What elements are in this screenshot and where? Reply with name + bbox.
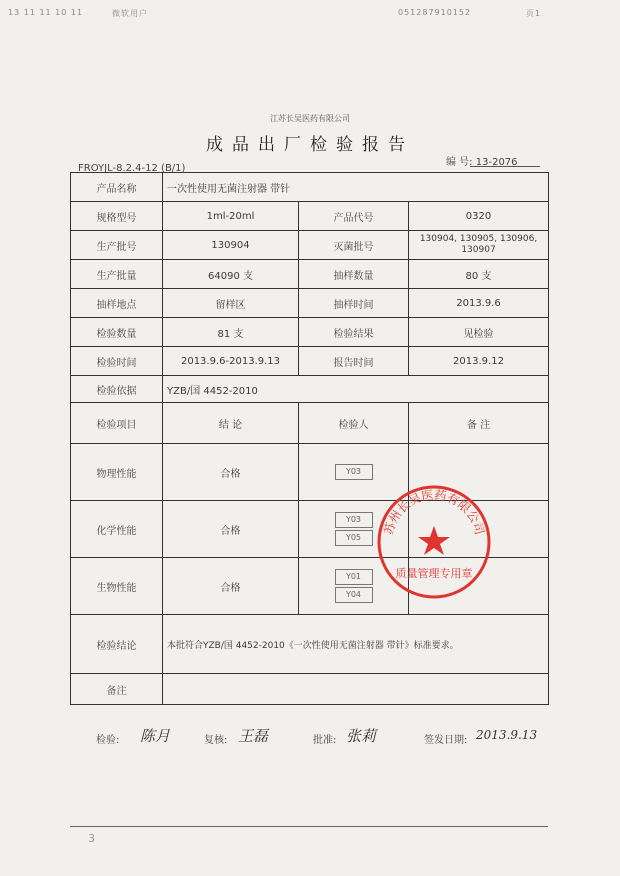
batch-value: 130904 xyxy=(163,231,299,260)
table-row xyxy=(71,403,549,444)
result-biological: 合格 xyxy=(163,558,299,615)
table-row xyxy=(71,347,549,376)
spec-value: 1ml-20ml xyxy=(163,202,299,231)
approve-label: 批准: xyxy=(313,735,337,746)
issue-date-value: 2013.9.13 xyxy=(476,728,538,742)
report-title: 成品出厂检验报告 xyxy=(206,135,414,155)
table-row xyxy=(71,173,549,202)
inspector-stamp: Y04 xyxy=(335,587,373,603)
sterilization-batch-value: 130904, 130905, 130906, 130907 xyxy=(409,231,549,260)
note-label: 备注 xyxy=(71,674,163,705)
item-chemical: 化学性能 xyxy=(71,501,163,558)
standard-value: YZB/国 4452-2010 xyxy=(163,376,549,403)
table-row xyxy=(71,376,549,403)
inspect-qty-label: 检验数量 xyxy=(71,318,163,347)
inspect-result-value: 见检验 xyxy=(409,318,549,347)
item-physical: 物理性能 xyxy=(71,444,163,501)
approve-signature: 张莉 xyxy=(346,727,377,745)
conclusion-header: 结 论 xyxy=(163,403,299,444)
table-row xyxy=(71,674,549,705)
batch-size-value: 64090 支 xyxy=(163,260,299,289)
table-row xyxy=(71,318,549,347)
standard-label: 检验依据 xyxy=(71,376,163,403)
result-chemical: 合格 xyxy=(163,501,299,558)
spec-label: 规格型号 xyxy=(71,202,163,231)
conclusion-label: 检验结论 xyxy=(71,615,163,674)
inspect-time-label: 检验时间 xyxy=(71,347,163,376)
remark-header: 备 注 xyxy=(409,403,549,444)
report-time-value: 2013.9.12 xyxy=(409,347,549,376)
table-row xyxy=(71,615,549,674)
inspector-stamp: Y01 xyxy=(335,569,373,585)
inspector-header: 检验人 xyxy=(299,403,409,444)
item-biological: 生物性能 xyxy=(71,558,163,615)
product-name-value: 一次性使用无菌注射器 带针 xyxy=(163,173,549,202)
inspector-stamp: Y03 xyxy=(335,512,373,528)
inspect-label: 检验: xyxy=(96,735,120,746)
serial-value: 13-2076 xyxy=(475,157,518,168)
serial-underline xyxy=(470,166,540,167)
note-value xyxy=(163,674,549,705)
quality-seal xyxy=(376,484,492,600)
document-number: FROYJL-8.2.4-12 (B/1) xyxy=(78,163,186,174)
table-row xyxy=(71,231,549,260)
seal-arc-text: 苏州长吴医药有限公司 xyxy=(381,487,487,537)
table-row xyxy=(71,260,549,289)
sterilization-batch-label: 灭菌批号 xyxy=(299,231,409,260)
report-time-label: 报告时间 xyxy=(299,347,409,376)
review-signature: 王磊 xyxy=(238,727,269,745)
fax-header-page: 页1 xyxy=(526,9,542,18)
inspector-stamp: Y03 xyxy=(335,464,373,480)
conclusion-value: 本批符合YZB/国 4452-2010《一次性使用无菌注射器 带针》标准要求。 xyxy=(163,615,549,674)
sample-qty-label: 抽样数量 xyxy=(299,260,409,289)
inspector-stamp: Y05 xyxy=(335,530,373,546)
serial-label: 编 号: xyxy=(446,157,473,168)
result-physical: 合格 xyxy=(163,444,299,501)
fax-header-user: 微软用户 xyxy=(112,9,148,18)
bottom-divider xyxy=(70,826,548,827)
item-header: 检验项目 xyxy=(71,403,163,444)
corner-mark: 3 xyxy=(88,832,95,845)
inspect-signature: 陈月 xyxy=(140,727,171,745)
product-code-label: 产品代号 xyxy=(299,202,409,231)
sample-time-label: 抽样时间 xyxy=(299,289,409,318)
fax-header-left: 13 11 11 10 11 xyxy=(8,8,84,17)
inspection-table xyxy=(70,172,549,705)
product-name-label: 产品名称 xyxy=(71,173,163,202)
inspect-qty-value: 81 支 xyxy=(163,318,299,347)
inspect-result-label: 检验结果 xyxy=(299,318,409,347)
sample-qty-value: 80 支 xyxy=(409,260,549,289)
table-row xyxy=(71,202,549,231)
inspect-time-value: 2013.9.6-2013.9.13 xyxy=(163,347,299,376)
table-row xyxy=(71,289,549,318)
sample-time-value: 2013.9.6 xyxy=(409,289,549,318)
seal-bottom-text: 质量管理专用章 xyxy=(395,567,473,580)
review-label: 复核: xyxy=(204,735,228,746)
batch-label: 生产批号 xyxy=(71,231,163,260)
product-code-value: 0320 xyxy=(409,202,549,231)
company-name: 江苏长吴医药有限公司 xyxy=(270,114,350,123)
issue-date-label: 签发日期: xyxy=(424,735,468,746)
fax-header-number: 051287910152 xyxy=(398,8,472,17)
sample-place-label: 抽样地点 xyxy=(71,289,163,318)
sample-place-value: 留样区 xyxy=(163,289,299,318)
batch-size-label: 生产批量 xyxy=(71,260,163,289)
seal-star-icon xyxy=(418,526,450,555)
